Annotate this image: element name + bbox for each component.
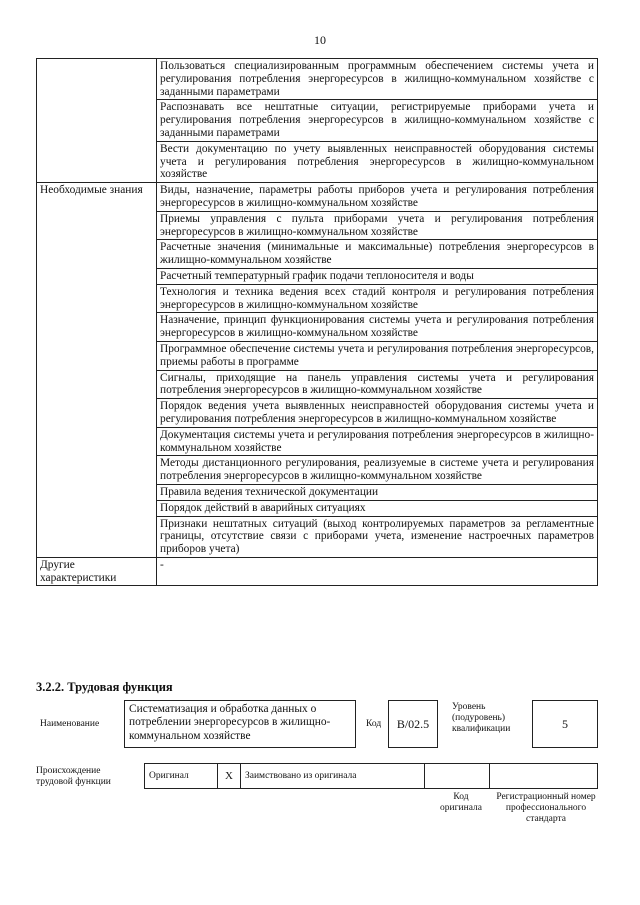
row-text: Расчетные значения (минимальные и максимальные) потребления энергоресурсов в жилищно-коммунальном хозяйстве [157,240,598,269]
row-text: Распознавать все нештатные ситуации, регистрируемые приборами учета и регулирования потребления энергоресурсов в жилищно-коммунальном хозяйстве с заданными параметрами [157,100,598,141]
row-text: Вести документацию по учету выявленных неисправностей оборудования системы учета и регулирования потребления энергоресурсов в жилищно-коммунальном хозяйстве [157,141,598,182]
reg-number-cell [490,764,598,789]
row-label [37,59,157,183]
table-row [37,183,598,212]
origin-label: Происхождение трудовой функции [36,766,111,787]
code-original-cell [425,764,490,789]
code-label: Код [366,719,382,729]
row-label: Другие характеристики [37,557,157,586]
table-row [37,59,598,100]
requirements-table [36,58,598,586]
row-text: Программное обеспечение системы учета и регулирования потребления энергоресурсов, приемы работы в программе [157,341,598,370]
code-value-box: B/02.5 [388,700,438,748]
reg-number-caption: Регистрационный номер профессионального стандарта [496,792,596,824]
table-row [37,557,598,586]
row-text: Порядок ведения учета выявленных неисправностей оборудования системы учета и регулирования потребления энергоресурсов в жилищно-коммунальном хозяйстве [157,399,598,428]
function-name-box: Систематизация и обработка данных о потреблении энергоресурсов в жилищно-коммунальном хозяйстве [124,700,356,748]
level-label: Уровень (подуровень) квалификации [452,702,511,734]
row-text: Пользоваться специализированным программным обеспечением системы учета и регулирования потребления энергоресурсов в жилищно-коммунальном хозяйстве с заданными параметрами [157,59,598,100]
row-text: Виды, назначение, параметры работы приборов учета и регулирования потребления энергоресурсов в жилищно-коммунальном хозяйстве [157,183,598,212]
origin-table [144,763,598,789]
page-number: 10 [314,33,326,47]
row-text: Порядок действий в аварийных ситуациях [157,500,598,516]
row-text: Расчетный температурный график подачи теплоносителя и воды [157,268,598,284]
row-text: - [157,557,598,586]
section-title: 3.2.2. Трудовая функция [36,680,173,694]
requirements-table-body [37,59,598,586]
original-mark: X [218,764,241,789]
row-text: Назначение, принцип функционирования системы учета и регулирования потребления энергоресурсов в жилищно-коммунальном хозяйстве [157,313,598,342]
original-cell: Оригинал [145,764,218,789]
code-original-caption: Код оригинала [440,792,482,813]
row-text: Признаки нештатных ситуаций (выход контролируемых параметров за регламентные границы, отсутствие связи с приборами учета, изменение настроечных параметров приборов учета) [157,516,598,557]
row-text: Правила ведения технической документации [157,484,598,500]
level-value-box: 5 [532,700,598,748]
name-label: Наименование [40,719,100,729]
row-text: Технология и техника ведения всех стадий контроля и регулирования потребления энергоресурсов в жилищно-коммунальном хозяйстве [157,284,598,313]
borrowed-cell: Заимствовано из оригинала [241,764,425,789]
row-text: Сигналы, приходящие на панель управления системы учета и регулирования потребления энергоресурсов в жилищно-коммунальном хозяйстве [157,370,598,399]
row-label: Необходимые знания [37,183,157,558]
row-text: Приемы управления с пульта приборами учета и регулирования потребления энергоресурсов в жилищно-коммунальном хозяйстве [157,211,598,240]
row-text: Методы дистанционного регулирования, реализуемые в системе учета и регулирования потребления энергоресурсов в жилищно-коммунальном хозяйстве [157,456,598,485]
row-text: Документация системы учета и регулирования потребления энергоресурсов в жилищно-коммунальном хозяйстве [157,427,598,456]
